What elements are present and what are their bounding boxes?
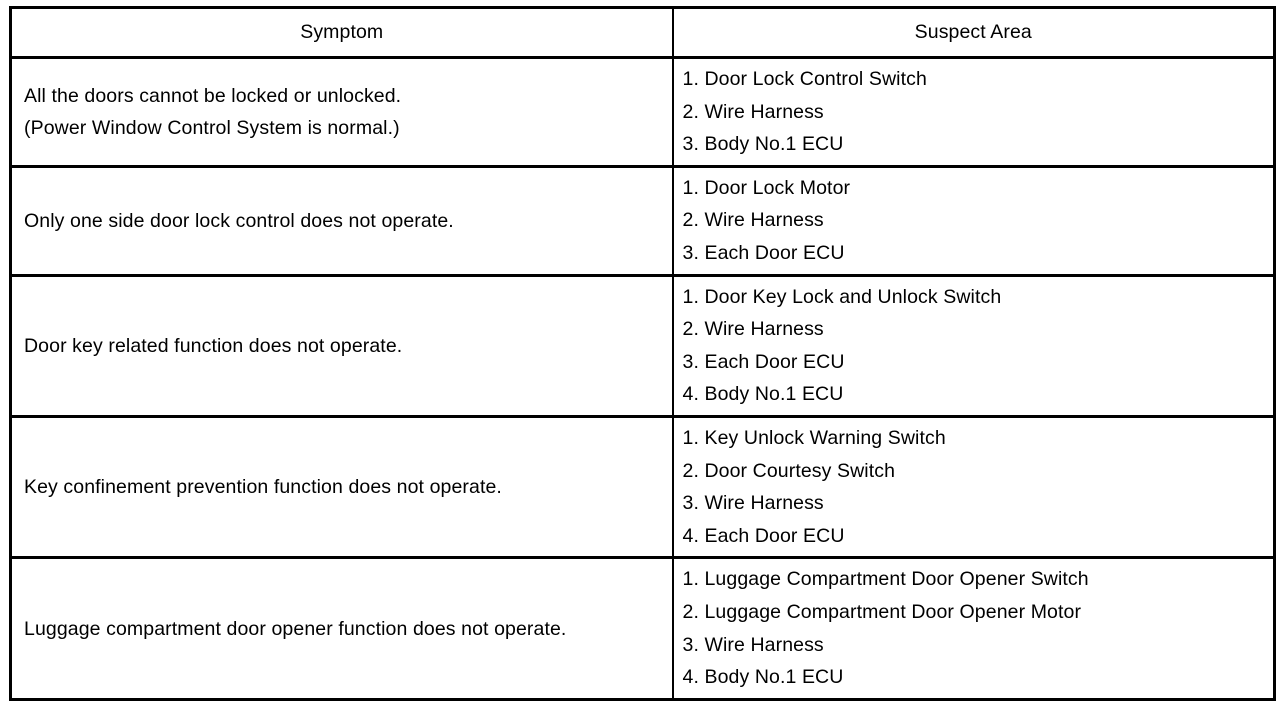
suspect-area-item: 2. Wire Harness xyxy=(682,209,824,232)
suspect-area-list xyxy=(683,277,1274,415)
suspect-area-cell xyxy=(673,558,1275,699)
suspect-area-item: 3. Each Door ECU xyxy=(682,350,845,373)
table-row xyxy=(11,416,1275,557)
suspect-area-list xyxy=(683,418,1274,556)
suspect-area-item: 2. Door Courtesy Switch xyxy=(682,459,896,482)
suspect-area-item: 1. Door Lock Control Switch xyxy=(682,68,927,90)
suspect-area-item: 3. Wire Harness xyxy=(682,633,824,656)
suspect-area-item: 2. Luggage Compartment Door Opener Motor xyxy=(682,600,1082,623)
symptom-cell xyxy=(11,416,673,557)
suspect-area-cell xyxy=(673,275,1275,416)
symptom-text: Door key related function does not operate. xyxy=(24,334,403,357)
symptom-text: Only one side door lock control does not operate. xyxy=(24,209,454,232)
suspect-area-item: 2. Wire Harness xyxy=(682,100,824,123)
suspect-area-cell xyxy=(673,166,1275,275)
suspect-area-item: 4. Each Door ECU xyxy=(682,524,845,547)
problem-symptoms-table xyxy=(9,6,1276,701)
suspect-area-list xyxy=(683,59,1274,165)
suspect-area-list xyxy=(683,559,1274,697)
suspect-area-item: 2. Wire Harness xyxy=(682,318,824,341)
header-suspect-area: Suspect Area xyxy=(673,8,1275,58)
symptom-cell xyxy=(11,58,673,167)
symptom-cell xyxy=(11,166,673,275)
suspect-area-item: 1. Key Unlock Warning Switch xyxy=(682,426,946,449)
table-row xyxy=(11,558,1275,699)
table-header-row xyxy=(11,8,1275,58)
symptom-text: Key confinement prevention function does not operate. xyxy=(24,476,502,499)
suspect-area-item: 1. Luggage Compartment Door Opener Switch xyxy=(682,568,1089,591)
suspect-area-item: 1. Door Lock Motor xyxy=(682,176,851,199)
suspect-area-item: 4. Body No.1 ECU xyxy=(682,383,844,406)
suspect-area-item: 3. Each Door ECU xyxy=(682,241,845,264)
table-row xyxy=(11,166,1275,275)
suspect-area-cell xyxy=(673,416,1275,557)
suspect-area-item: 3. Body No.1 ECU xyxy=(682,133,844,156)
symptom-cell xyxy=(11,275,673,416)
suspect-area-item: 4. Body No.1 ECU xyxy=(682,666,844,689)
header-symptom: Symptom xyxy=(11,8,673,58)
suspect-area-list xyxy=(683,168,1274,274)
table-row xyxy=(11,275,1275,416)
symptom-text: Luggage compartment door opener function does not operate. xyxy=(24,617,567,640)
suspect-area-item: 3. Wire Harness xyxy=(682,492,824,515)
table-row xyxy=(11,58,1275,167)
suspect-area-cell xyxy=(673,58,1275,167)
symptom-cell xyxy=(11,558,673,699)
suspect-area-item: 1. Door Key Lock and Unlock Switch xyxy=(682,285,1002,308)
symptom-text: All the doors cannot be locked or unlocked. xyxy=(24,84,402,107)
symptom-note: (Power Window Control System is normal.) xyxy=(24,116,400,139)
